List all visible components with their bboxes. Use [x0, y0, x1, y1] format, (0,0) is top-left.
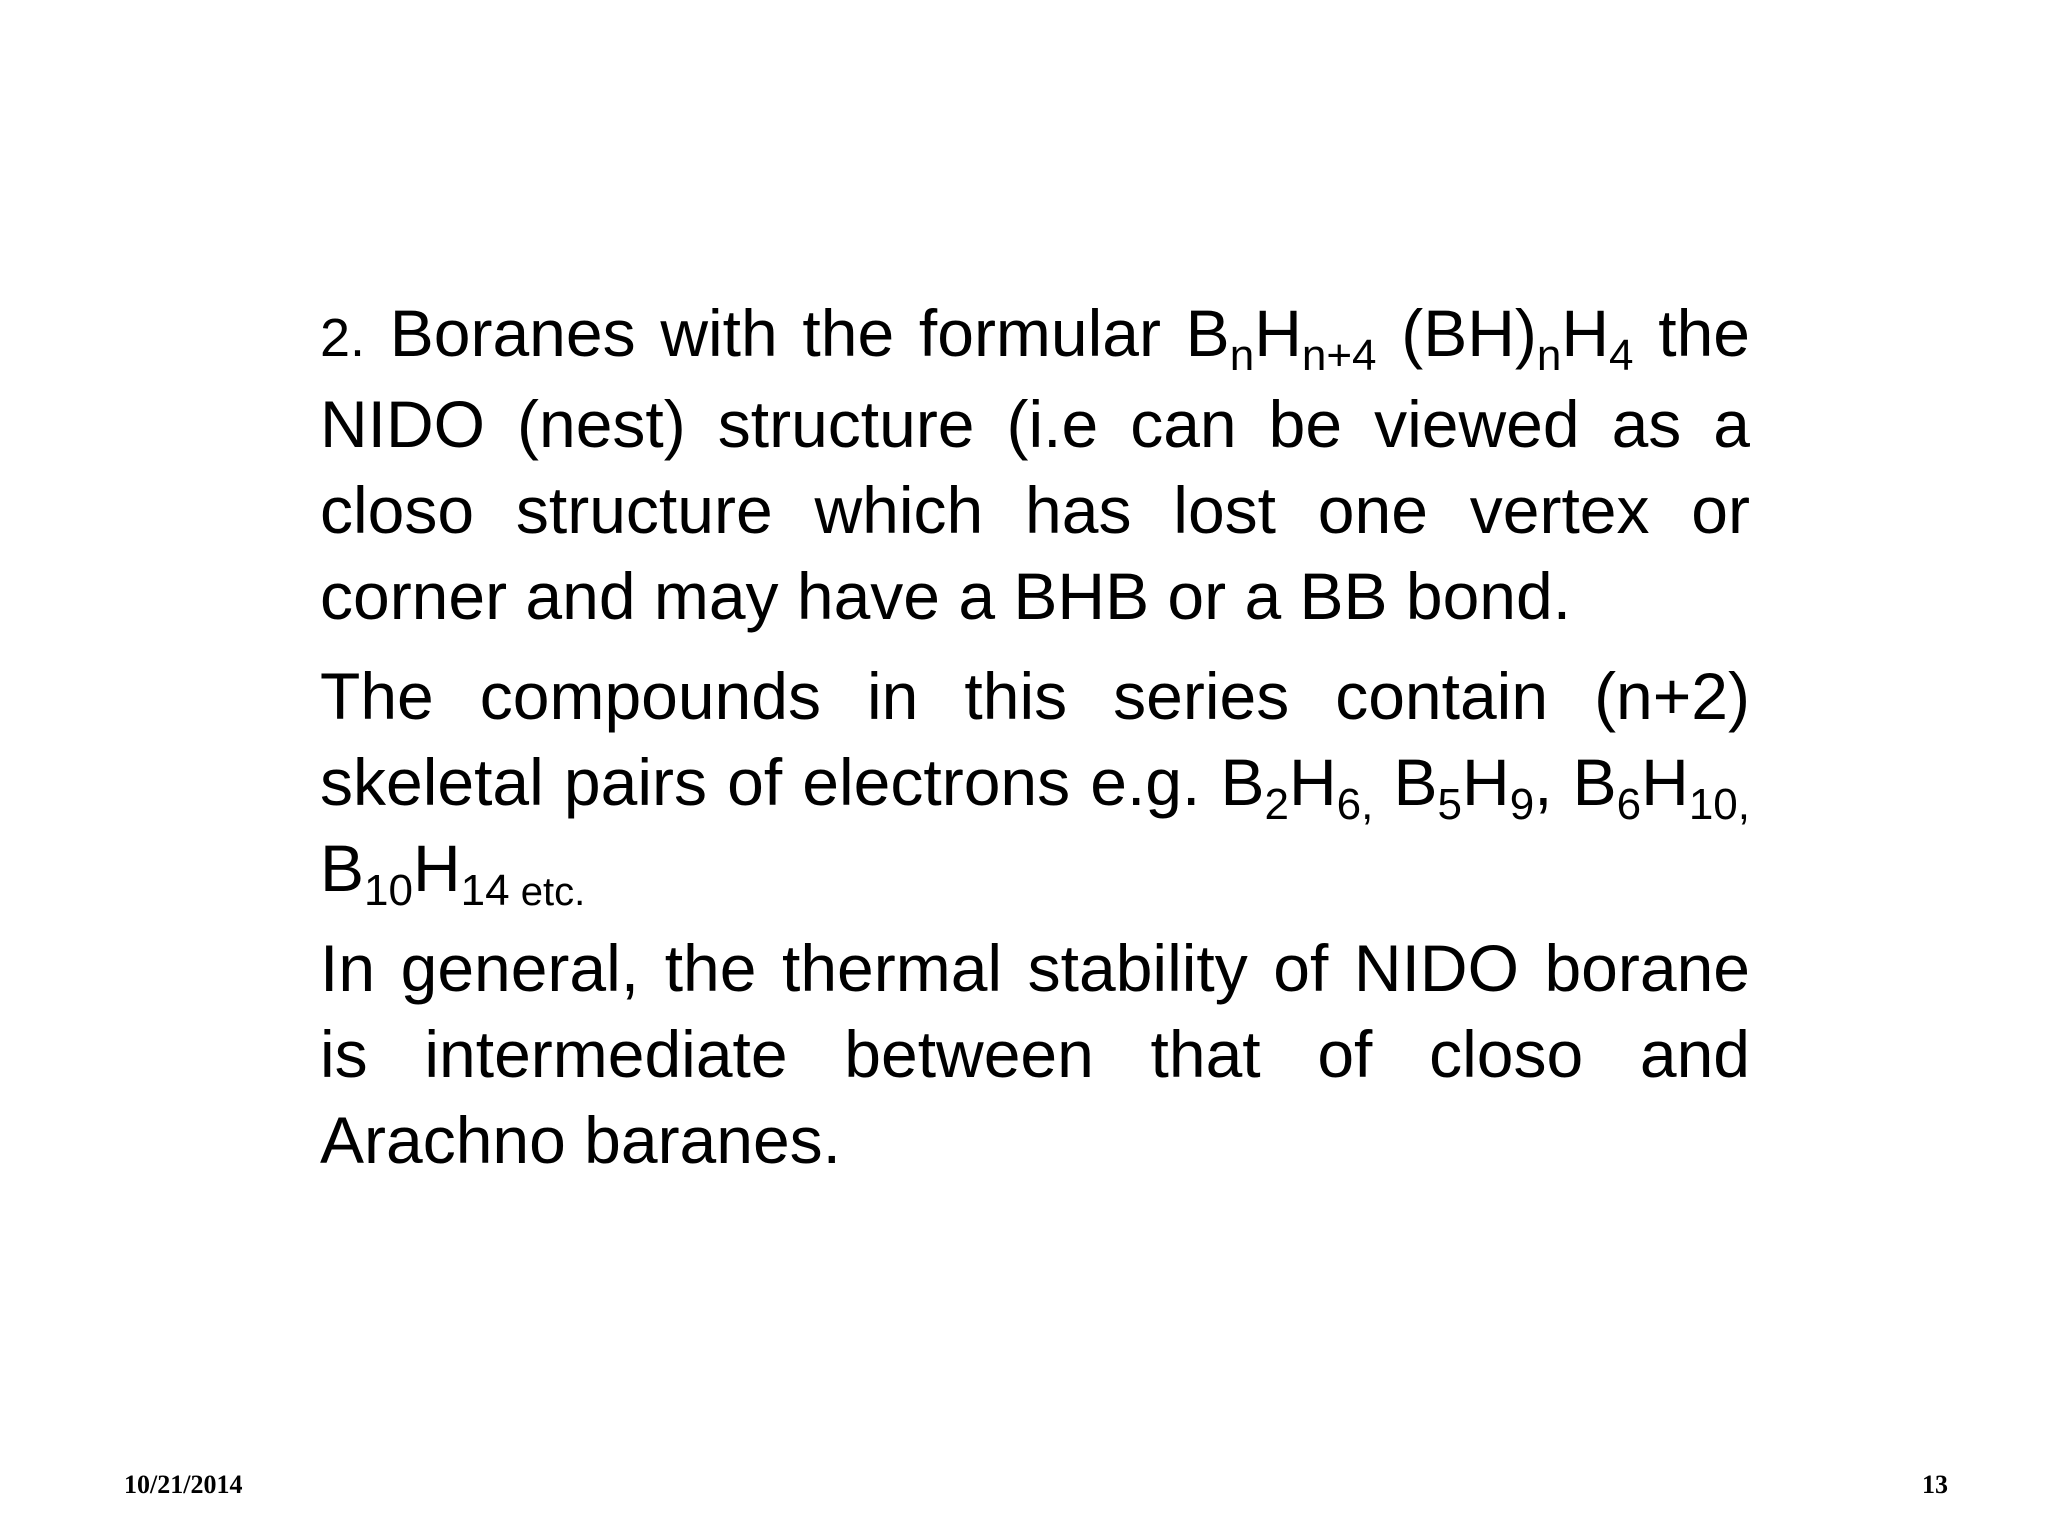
- paragraph-skeletal-pairs: [320, 653, 1750, 915]
- text-run: H: [1288, 745, 1337, 819]
- subscript: 10: [364, 866, 413, 915]
- text-run: H: [1462, 745, 1510, 819]
- text-run: Boranes with the formular B: [365, 296, 1230, 370]
- subscript: 2: [1264, 780, 1289, 829]
- text-run: H: [1561, 296, 1610, 370]
- page-number: 13: [1922, 1470, 1948, 1499]
- subscript: 6,: [1336, 780, 1374, 829]
- text-run: H: [1254, 296, 1302, 370]
- list-number: 2.: [320, 308, 366, 368]
- text-run: (BH): [1376, 296, 1537, 370]
- subscript: n: [1536, 331, 1562, 380]
- paragraph-thermal-stability: In general, the thermal stability of NIDO borane is intermediate between that of closo and Arachno baranes.: [320, 931, 1750, 1177]
- text-run: B: [320, 831, 365, 905]
- slide-body: [320, 290, 1750, 1183]
- text-run: , B: [1534, 745, 1617, 819]
- text-run: the NIDO (nest) structure (i.e can be viewed as a closo structure which has lost one vertex or corner and may have a BHB or a BB bond.: [320, 296, 1750, 633]
- subscript: n+4: [1301, 331, 1377, 380]
- footer-date: 10/21/2014: [124, 1470, 243, 1499]
- subscript: 9: [1509, 780, 1535, 829]
- subscript: 5: [1437, 780, 1463, 829]
- subscript: 4: [1609, 331, 1634, 380]
- text-run: H: [412, 831, 461, 905]
- subscript-etc: etc.: [509, 870, 586, 914]
- paragraph-nido-definition: [320, 290, 1750, 639]
- text-run: The compounds in this series contain (n+2) skeletal pairs of electrons e.g. B: [320, 659, 1750, 819]
- subscript: 10,: [1688, 780, 1750, 829]
- subscript: n: [1229, 331, 1255, 380]
- subscript: 6: [1616, 780, 1642, 829]
- text-run: B: [1373, 745, 1438, 819]
- text-run: H: [1641, 745, 1689, 819]
- subscript: 14: [460, 866, 510, 915]
